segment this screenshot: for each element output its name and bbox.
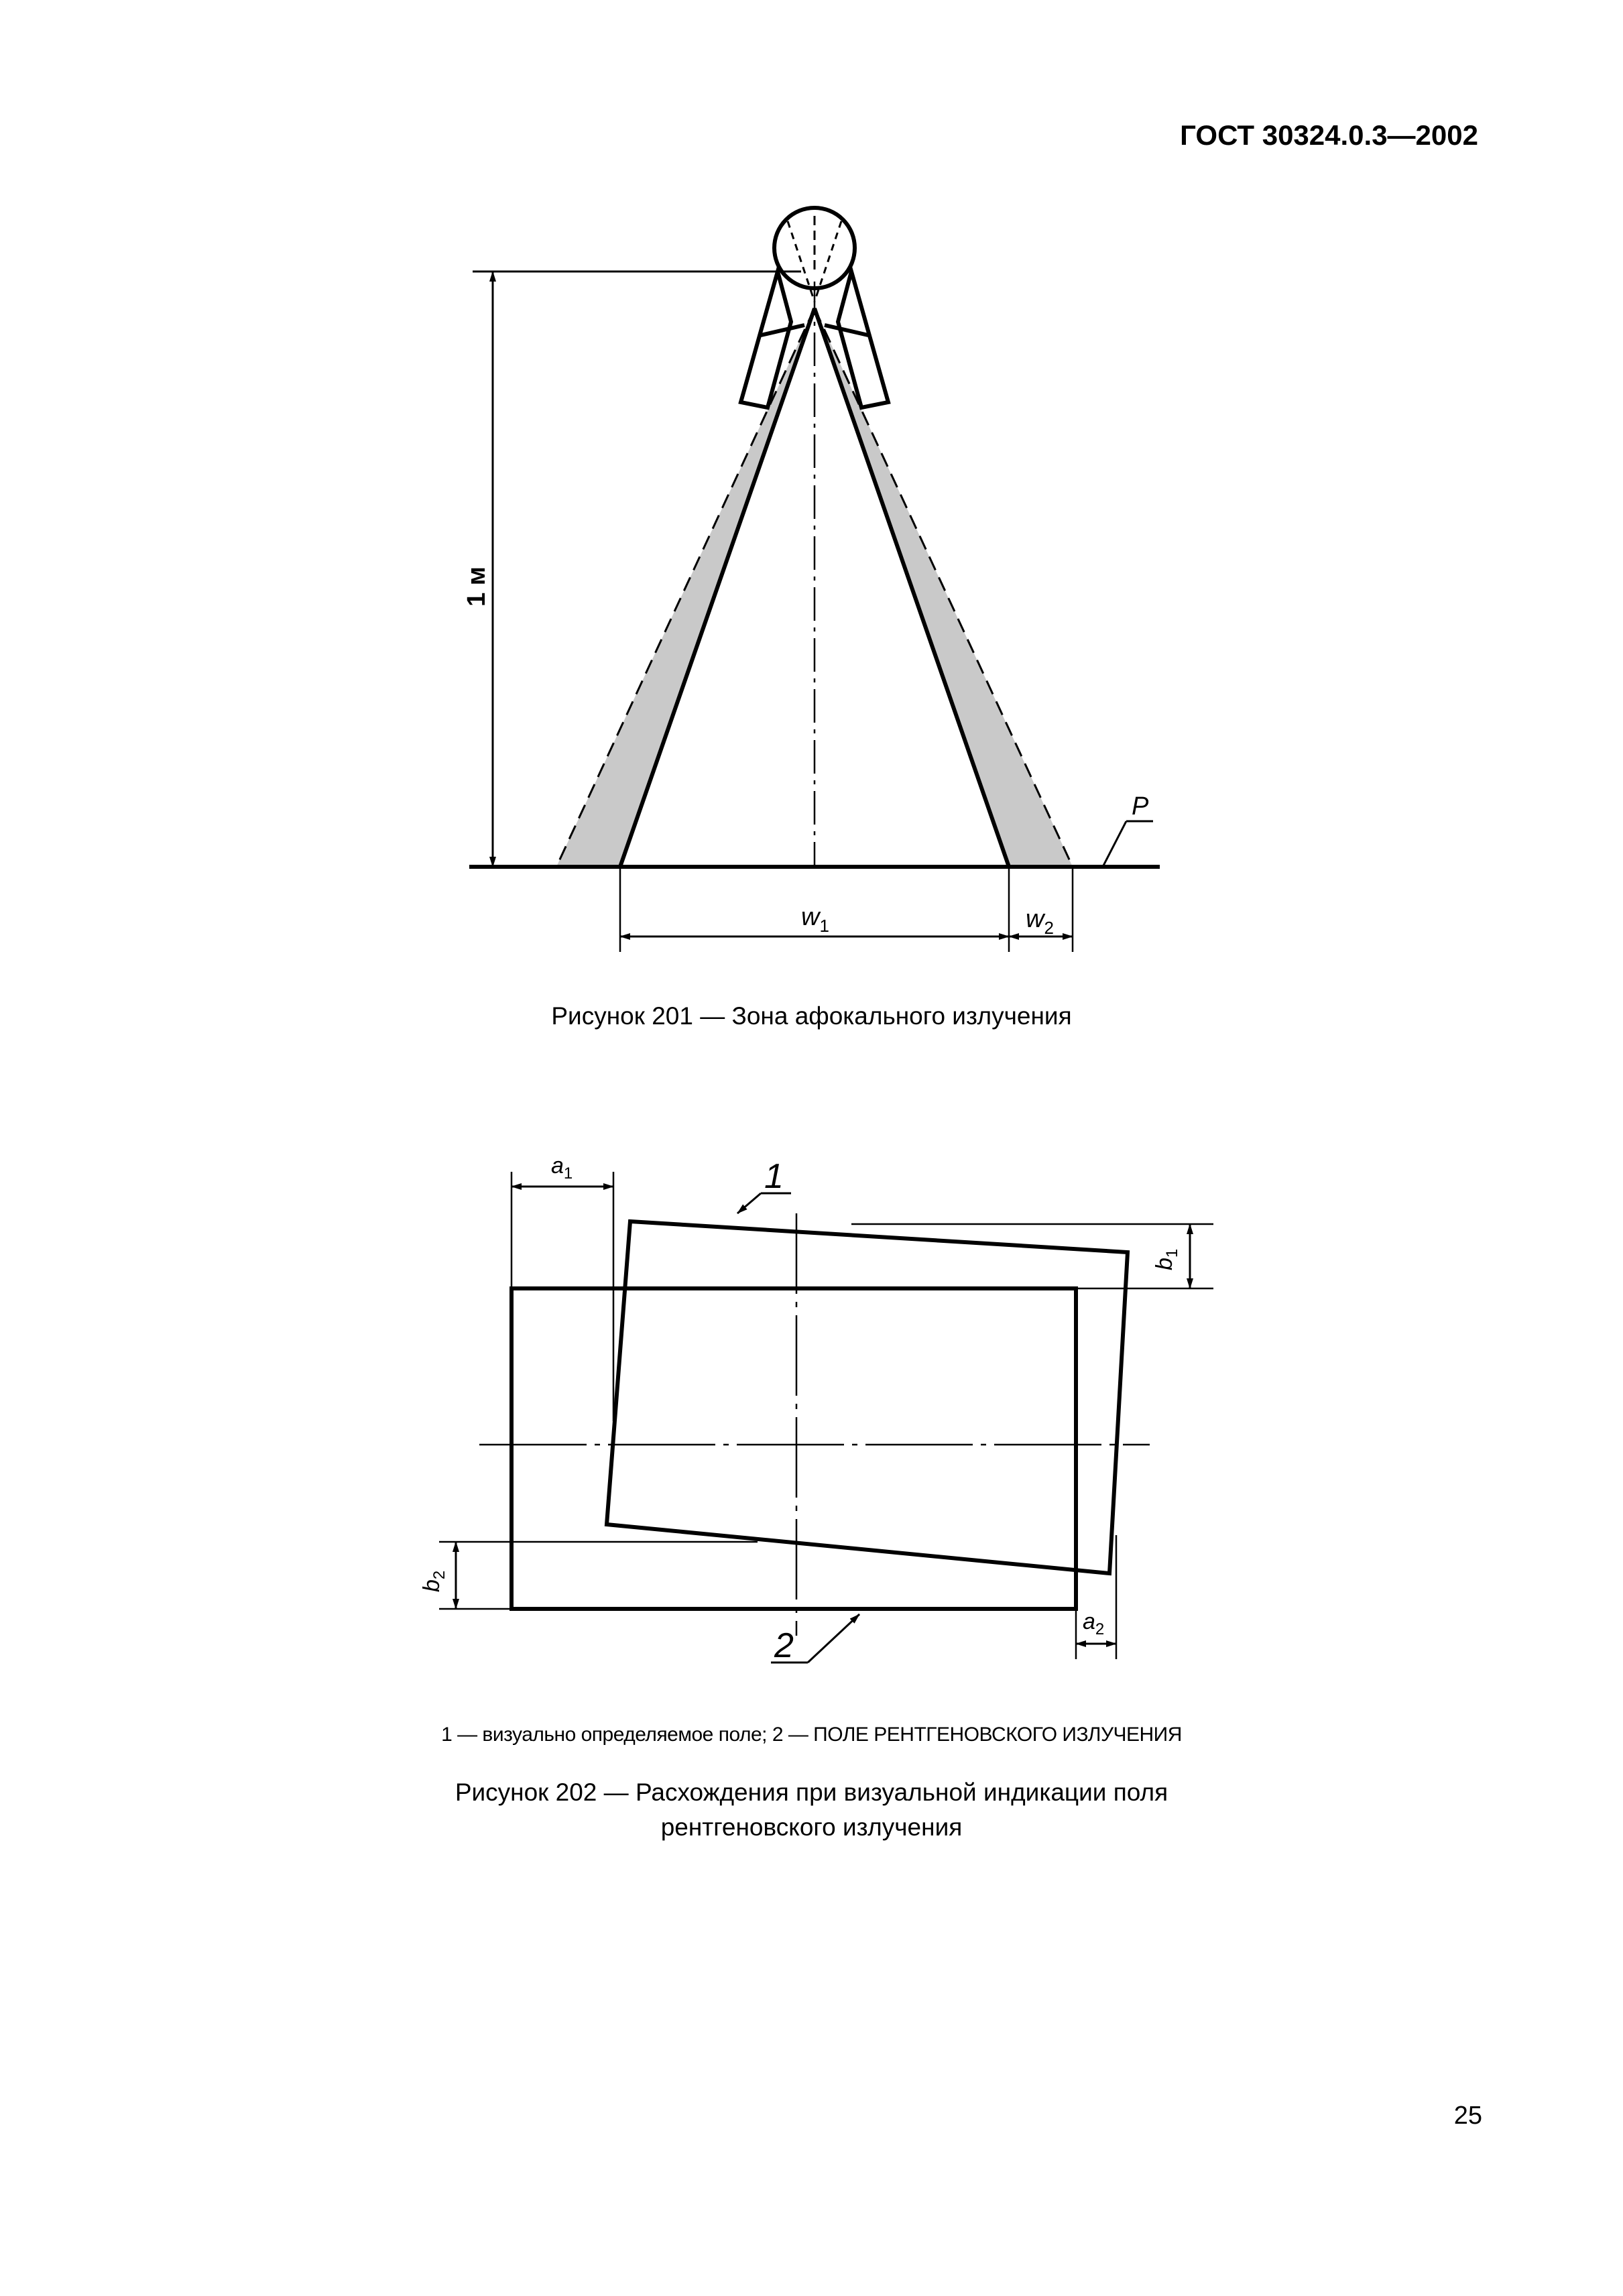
b2-label: $b_2$ [419,1570,448,1592]
plane-p-leader [1103,821,1126,867]
plane-p-label: P [1132,792,1149,821]
callout-2-label: 2 [774,1626,794,1665]
page-number: 25 [1453,2102,1482,2130]
figure-201-caption: Рисунок 201 — Зона афокального излучения [551,1002,1072,1030]
callout-2-leader [808,1614,859,1663]
left-solid-ray [620,308,815,867]
figure-202-caption-line1: Рисунок 202 — Расхождения при визуальной индикации поля [455,1778,1168,1806]
right-solid-ray [815,308,1009,867]
w1-label: $w_1$ [801,903,829,936]
callout-1-label: 1 [764,1157,784,1196]
figure-202-caption-line2: рентгеновского излучения [660,1813,963,1841]
a2-label: $a_2$ [1083,1609,1105,1638]
w2-label: $w_2$ [1026,905,1054,938]
figure-201-diagram [456,194,1180,972]
figure-202-diagram [409,1140,1234,1696]
figure-202-legend: 1 — визуально определяемое поле; 2 — ПОЛЕ РЕНТГЕНОВСКОГО ИЗЛУЧЕНИЯ [441,1724,1182,1746]
document-header: ГОСТ 30324.0.3—2002 [1180,119,1478,151]
distance-label: 1 м [463,566,491,607]
b1-label: $b_1$ [1152,1248,1181,1270]
visual-field-rectangle [607,1221,1128,1573]
callout-1-leader [737,1193,761,1213]
a1-label: $a_1$ [551,1153,573,1183]
